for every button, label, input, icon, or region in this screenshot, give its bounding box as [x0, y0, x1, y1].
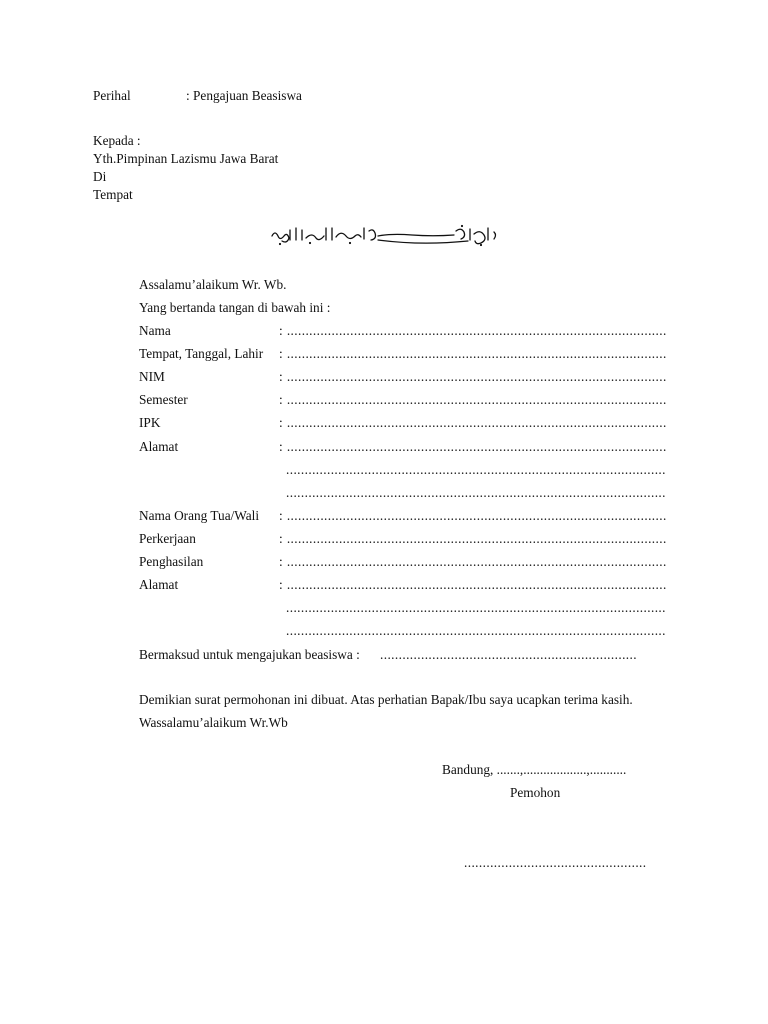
- signature-role: Pemohon: [510, 785, 561, 800]
- field-label-nama-orang-tua: Nama Orang Tua/Wali: [139, 508, 260, 523]
- alamat-continuation-line[interactable]: ......................................................................................................: [286, 485, 666, 500]
- recipient-line-2: Di: [93, 169, 107, 184]
- alamat-continuation-line[interactable]: ......................................................................................................: [286, 462, 666, 477]
- perihal-value: : Pengajuan Beasiswa: [186, 88, 302, 103]
- field-value-ipk[interactable]: : ......................................................................................................: [279, 415, 667, 430]
- intro-text: Yang bertanda tangan di bawah ini :: [139, 300, 331, 315]
- field-value-nim[interactable]: : ......................................................................................................: [279, 369, 667, 384]
- field-label-ipk: IPK: [139, 415, 161, 430]
- salutation: Wassalamu’alaikum Wr.Wb: [139, 715, 288, 730]
- field-label-nama: Nama: [139, 323, 171, 338]
- field-label-semester: Semester: [139, 392, 188, 407]
- field-value-alamat-orang-tua[interactable]: : ......................................................................................................: [279, 577, 667, 592]
- recipient-line-3: Tempat: [93, 187, 133, 202]
- purpose-value[interactable]: .....................................................................: [380, 647, 637, 662]
- field-value-alamat[interactable]: : ......................................................................................................: [279, 439, 667, 454]
- field-label-nim: NIM: [139, 369, 165, 384]
- field-value-penghasilan[interactable]: : ......................................................................................................: [279, 554, 667, 569]
- closing-text: Demikian surat permohonan ini dibuat. Atas perhatian Bapak/Ibu saya ucapkan terima kasih.: [139, 692, 633, 707]
- field-value-perkerjaan[interactable]: : ......................................................................................................: [279, 531, 667, 546]
- perihal-label: Perihal: [93, 88, 131, 103]
- field-label-alamat: Alamat: [139, 439, 179, 454]
- bismillah-calligraphy-image: [266, 222, 502, 248]
- field-value-tempat-tanggal-lahir[interactable]: : ......................................................................................................: [279, 346, 667, 361]
- field-label-alamat-orang-tua: Alamat: [139, 577, 179, 592]
- field-label-penghasilan: Penghasilan: [139, 554, 204, 569]
- field-value-nama[interactable]: : ......................................................................................................: [279, 323, 667, 338]
- place-date-line[interactable]: Bandung, .......,...................,...........: [442, 762, 627, 777]
- recipient-line-1: Yth.Pimpinan Lazismu Jawa Barat: [93, 151, 279, 166]
- greeting: Assalamu’alaikum Wr. Wb.: [139, 277, 287, 292]
- recipient-kepada: Kepada :: [93, 133, 141, 148]
- parent-alamat-continuation-line[interactable]: ......................................................................................................: [286, 623, 666, 638]
- signature-name-line[interactable]: .................................................: [464, 855, 647, 870]
- field-value-semester[interactable]: : ......................................................................................................: [279, 392, 667, 407]
- parent-alamat-continuation-line[interactable]: ......................................................................................................: [286, 600, 666, 615]
- field-label-perkerjaan: Perkerjaan: [139, 531, 196, 546]
- field-label-tempat-tanggal-lahir: Tempat, Tanggal, Lahir: [139, 346, 264, 361]
- purpose-label: Bermaksud untuk mengajukan beasiswa :: [139, 647, 360, 662]
- field-value-nama-orang-tua[interactable]: : ......................................................................................................: [279, 508, 667, 523]
